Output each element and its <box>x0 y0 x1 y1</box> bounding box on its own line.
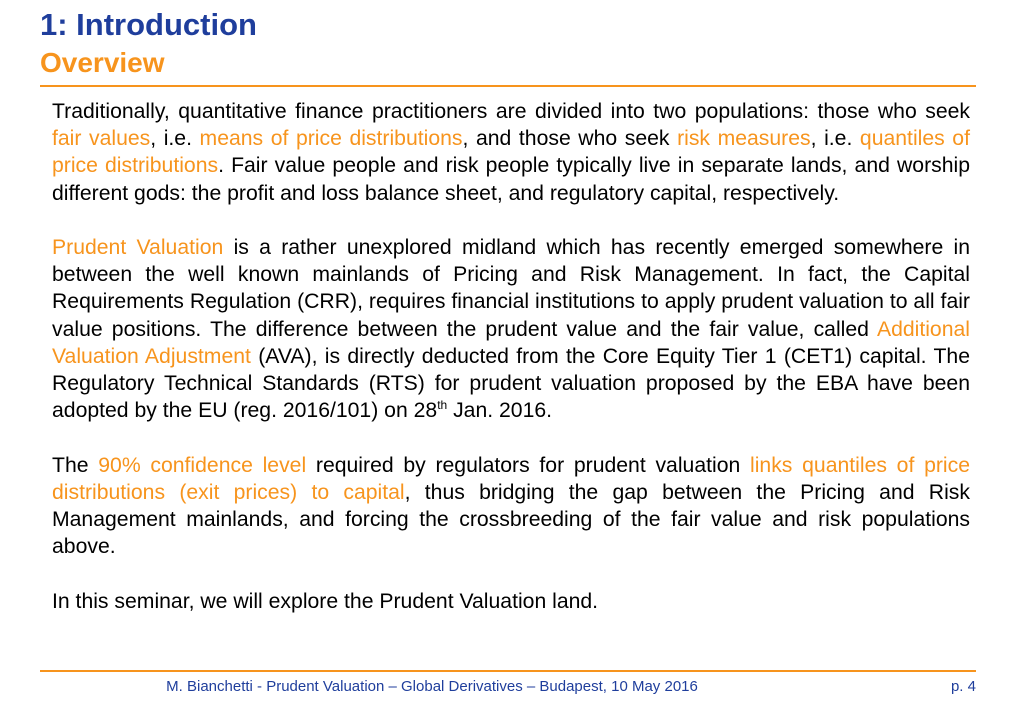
body-paragraph-2 <box>52 234 970 424</box>
slide-subtitle: Overview <box>40 47 165 78</box>
text-run: Jan. 2016. <box>447 399 553 423</box>
text-run: , i.e. <box>150 127 200 151</box>
body-paragraph-3 <box>52 452 970 561</box>
text-run: , and those who seek <box>462 127 678 151</box>
text-run: is a rather unexplored midland which has recently emerged somewhere in between the well known mainlands of Pricing and Risk Management. In fact, the Capital Requirements Regulation (CRR), requires financial institutions to apply prudent valuation to all fair value positions. The difference between the prudent value and the fair value, called <box>52 236 971 341</box>
text-run: In this seminar, we will explore the Prudent Valuation land. <box>52 589 599 613</box>
footer-text: M. Bianchetti - Prudent Valuation – Global Derivatives – Budapest, 10 May 2016 <box>166 678 698 695</box>
body-paragraph-4 <box>52 588 970 615</box>
text-run: (AVA), is directly deducted from the Core Equity Tier 1 (CET1) capital. The Regulatory Technical Standards (RTS) for prudent valuation proposed by the EBA have been adopted by the EU (reg. 2016/101) on 28 <box>52 344 970 423</box>
highlighted-text: fair values <box>52 127 151 151</box>
text-run: The <box>52 453 99 477</box>
slide-body <box>52 98 970 615</box>
superscript: th <box>437 398 448 413</box>
highlighted-text: Prudent Valuation <box>52 236 224 259</box>
footer-divider <box>40 670 976 672</box>
text-run: . Fair value people and risk people typically live in separate lands, and worship different gods: the profit and loss balance sheet, and regulatory capital, respectively. <box>52 154 970 205</box>
highlighted-text: quantiles of price distributions <box>52 127 970 178</box>
highlighted-text: 90% confidence level <box>98 453 307 477</box>
highlighted-text: means of price distributions <box>199 127 463 151</box>
title-divider <box>40 85 976 87</box>
slide-title: 1: Introduction <box>40 7 257 42</box>
page-number: p. 4 <box>950 678 976 695</box>
highlighted-text: links quantiles of price distributions (exit prices) to capital <box>52 453 970 504</box>
body-paragraph-1 <box>52 98 970 207</box>
text-run: required by regulators for prudent valuation <box>306 453 751 477</box>
text-run: , i.e. <box>810 127 860 151</box>
text-run: Traditionally, quantitative finance practitioners are divided into two populations: those who seek <box>52 100 970 123</box>
highlighted-text: Additional Valuation Adjustment <box>52 317 970 368</box>
highlighted-text: risk measures <box>677 127 811 151</box>
text-run: , thus bridging the gap between the Pricing and Risk Management mainlands, and forcing the crossbreeding of the fair value and risk populations above. <box>52 480 970 559</box>
